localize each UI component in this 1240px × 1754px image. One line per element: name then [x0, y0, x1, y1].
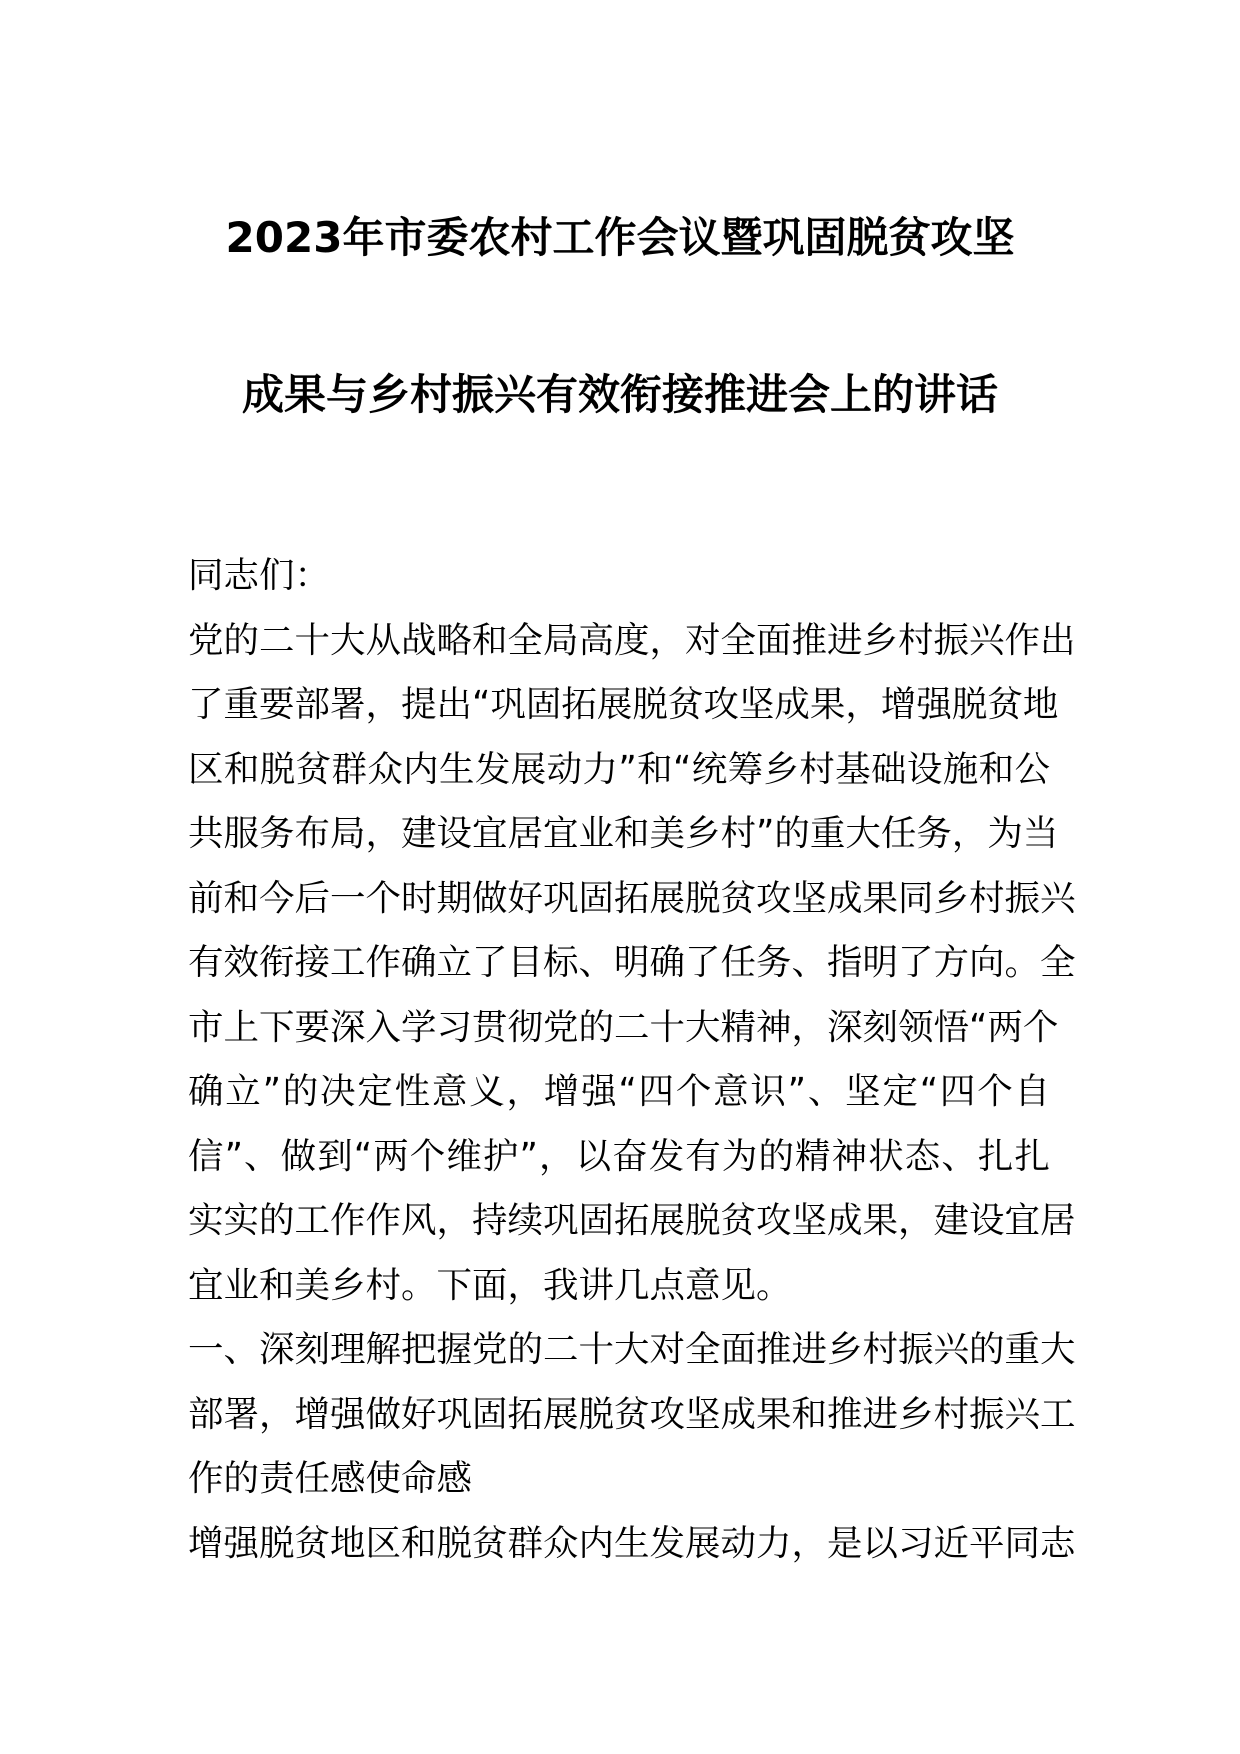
body-line: 共服务布局，建设宜居宜业和美乡村”的重大任务，为当 [188, 813, 1059, 854]
title-line-1: 2023年市委农村工作会议暨巩固脱贫攻坚 [225, 213, 1015, 262]
salutation: 同志们： [188, 555, 331, 596]
body-line: 市上下要深入学习贯彻党的二十大精神，深刻领悟“两个 [188, 1006, 1059, 1048]
body-line: 了重要部署，提出“巩固拓展脱贫攻坚成果，增强脱贫地 [188, 684, 1059, 725]
body-line: 确立”的决定性意义，增强“四个意识”、坚定“四个自 [188, 1071, 1050, 1112]
body-line: 区和脱贫群众内生发展动力”和“统筹乡村基础设施和公 [188, 748, 1050, 790]
section-heading-line: 一、深刻理解把握党的二十大对全面推进乡村振兴的重大 [188, 1329, 1076, 1370]
body-line: 实实的工作作风，持续巩固拓展脱贫攻坚成果，建设宜居 [188, 1200, 1076, 1241]
body-line: 增强脱贫地区和脱贫群众内生发展动力，是以习近平同志 [188, 1522, 1076, 1564]
body-line: 有效衔接工作确立了目标、明确了任务、指明了方向。全 [188, 942, 1076, 983]
section-heading-line: 作的责任感使命感 [188, 1458, 473, 1499]
body-line: 信”、做到“两个维护”，以奋发有为的精神状态、扎扎 [188, 1135, 1050, 1177]
title-line-2: 成果与乡村振兴有效衔接推进会上的讲话 [241, 370, 998, 419]
document-body [188, 544, 1076, 1576]
body-line: 前和今后一个时期做好巩固拓展脱贫攻坚成果同乡村振兴 [188, 877, 1076, 919]
body-line: 党的二十大从战略和全局高度，对全面推进乡村振兴作出 [188, 619, 1076, 661]
body-line: 宜业和美乡村。下面，我讲几点意见。 [188, 1264, 792, 1306]
section-heading-line: 部署，增强做好巩固拓展脱贫攻坚成果和推进乡村振兴工 [188, 1393, 1076, 1435]
